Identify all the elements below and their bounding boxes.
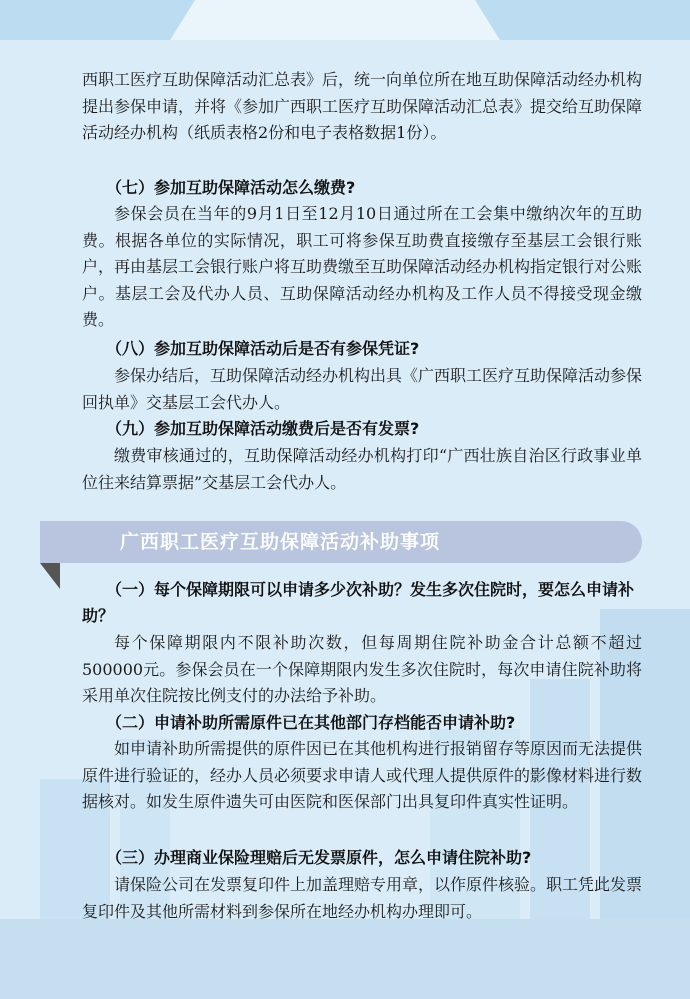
section-answer-3: 请保险公司在发票复印件上加盖理赔专用章，以作原件核验。职工凭此发票复印件及其他所需材料到参保所在地经办机构办理即可。 (82, 875, 643, 921)
answer-7: 参保会员在当年的9月1日至12月10日通过所在工会集中缴纳次年的互助费。根据各单位的实际情况，职工可将参保互助费直接缴存至基层工会银行账户，再由基层工会银行账户将互助费缴至互助保障活动经办机构指定银行对公账户。基层工会及代办人员、互助保障活动经办机构及工作人员不得接受现金缴费。 (82, 204, 643, 329)
answer-9: 缴费审核通过的，互助保障活动经办机构打印“广西壮族自治区行政事业单位往来结算票据”交基层工会代办人。 (82, 446, 642, 492)
section-answer-2: 如申请补助所需提供的原件因已在其他机构进行报销留存等原因而无法提供原件进行验证的，经办人员必须要求申请人或代理人提供原件的影像材料进行数据核对。如发生原件遗失可由医院和医保部门出具复印件真实性证明。 (82, 739, 643, 811)
section-question-1: （一）每个保障期限可以申请多少次补助？发生多次住院时，要怎么申请补助？ (82, 580, 635, 625)
banner-corner-fold (40, 563, 60, 589)
section-question-2: （二）申请补助所需原件已在其他部门存档能否申请补助? (106, 713, 516, 732)
question-8: （八）参加互助保障活动后是否有参保凭证? (106, 339, 420, 358)
question-7: （七）参加互助保障活动怎么缴费? (106, 178, 356, 197)
answer-8: 参保办结后，互助保障活动经办机构出具《广西职工医疗互助保障活动参保回执单》交基层工会代办人。 (82, 366, 643, 412)
section-question-3: （三）办理商业保险理赔后无发票原件，怎么申请住院补助? (106, 848, 532, 867)
section-title: 广西职工医疗互助保障活动补助事项 (120, 531, 441, 553)
section-answer-1: 每个保障期限内不限补助次数，但每周期住院补助金合计总额不超过500000元。参保会员在一个保障期限内发生多次住院时，每次申请住院补助将采用单次住院按比例支付的办法给予补助。 (82, 633, 642, 705)
intro-paragraph: 西职工医疗互助保障活动汇总表》后，统一向单位所在地互助保障活动经办机构提出参保申请，并将《参加广西职工医疗互助保障活动汇总表》提交给互助保障活动经办机构（纸质表格2份和电子表格数据1份）。 (82, 70, 643, 142)
question-9: （九）参加互助保障活动缴费后是否有发票? (106, 419, 420, 438)
